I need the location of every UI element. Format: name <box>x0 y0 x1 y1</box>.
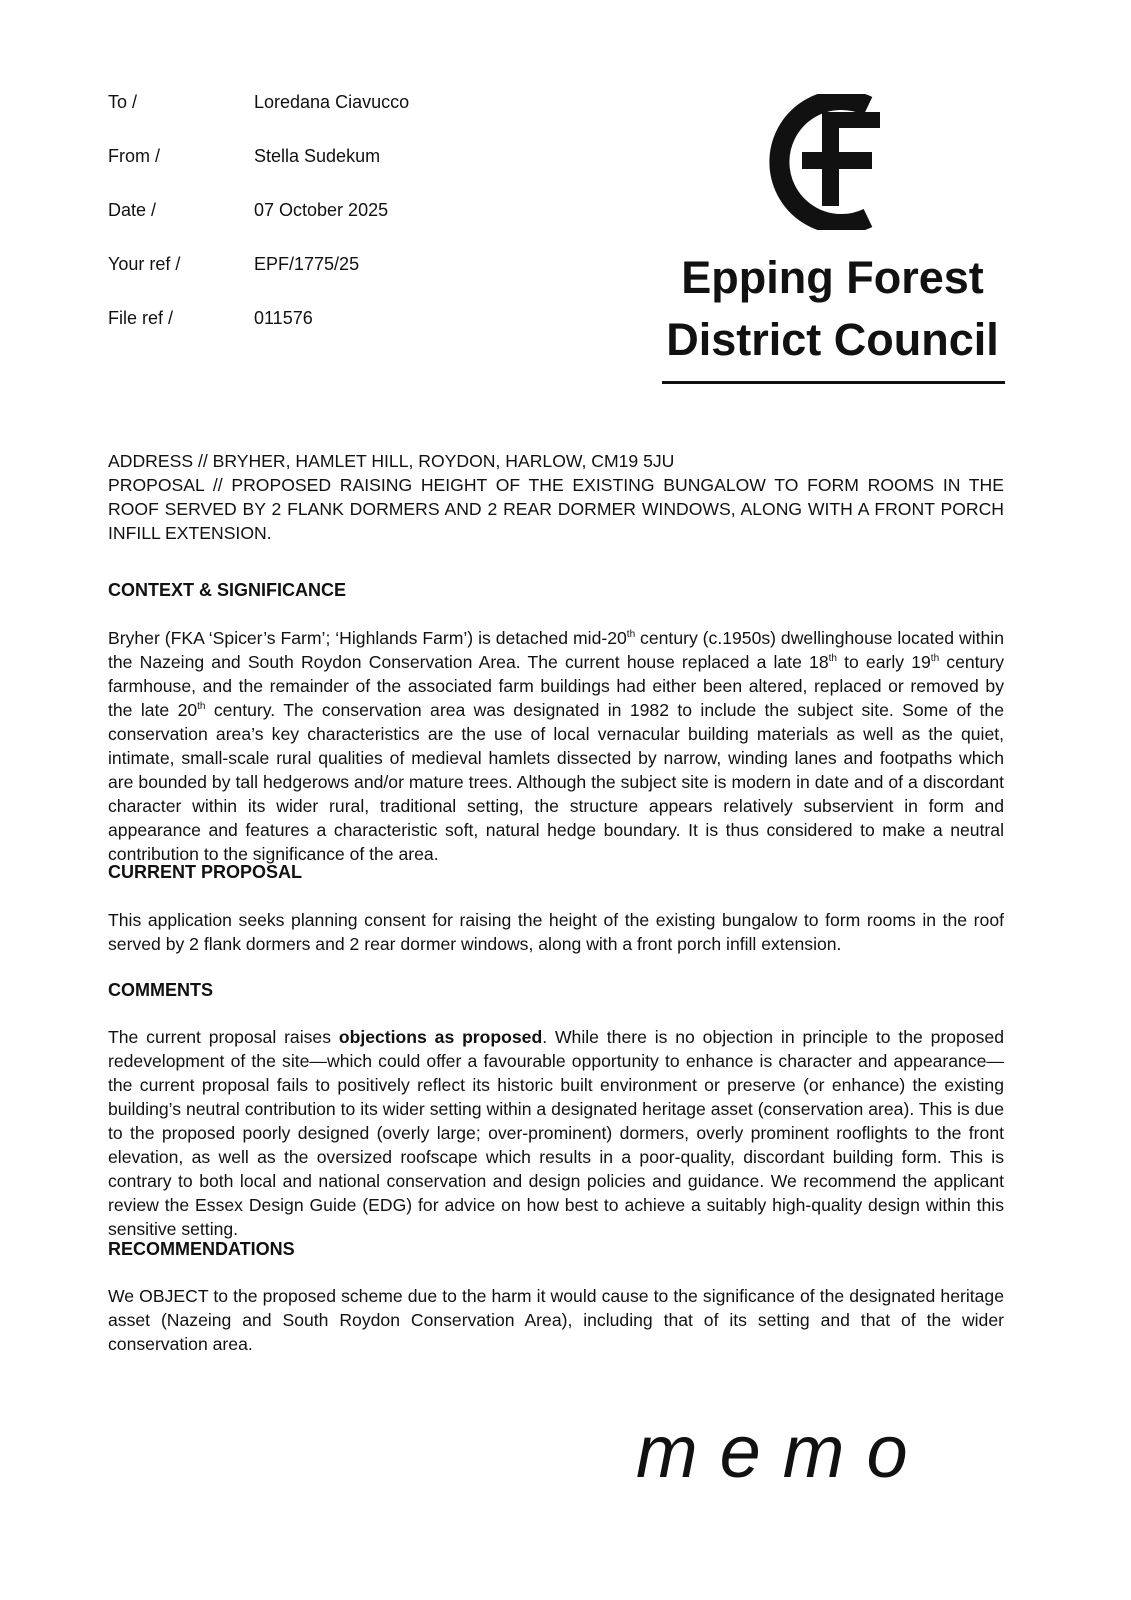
from-label: From / <box>108 146 160 166</box>
context-heading: CONTEXT & SIGNIFICANCE <box>108 580 347 600</box>
context-sup-2: th <box>828 653 837 665</box>
comments-heading: COMMENTS <box>108 980 213 1000</box>
context-sup-1: th <box>626 629 636 641</box>
context-sup-3: th <box>930 653 940 665</box>
memo-header-fields <box>108 92 409 362</box>
comments-text-bold: objections as proposed <box>338 1027 543 1047</box>
comments-paragraph <box>108 1025 1004 1241</box>
comments-text-post: . While there is no objection in principle to the proposed redevelopment of the site—which could offer a favourable opportunity to enhance is character and appearance—the current proposal fails to positively reflect its historic built environment or preserve (or enhance) the existing building’s neutral contribution to its wider setting within a designated heritage asset (conservation area). This is due to the proposed poorly designed (overly large; over-prominent) dormers, overly prominent rooflights to the front elevation, as well as the oversized roofscape which results in a poor-quality, discordant building form. This is contrary to both local and national conservation and design policies and guidance. We recommend the applicant review the Essex Design Guide (EDG) for advice on how best to achieve a suitably high-quality design within this sensitive setting. <box>108 1027 1004 1239</box>
proposal-line: PROPOSAL // PROPOSED RAISING HEIGHT OF THE EXISTING BUNGALOW TO FORM ROOMS IN THE ROOF SERVED BY 2 FLANK DORMERS AND 2 REAR DORMER WINDOWS, ALONG WITH A FRONT PORCH INFILL EXTENSION. <box>108 475 1004 543</box>
recommendations-paragraph: We OBJECT to the proposed scheme due to the harm it would cause to the significance of the designated heritage asset (Nazeing and South Roydon Conservation Area), including that of its setting and that of the wider conservation area. <box>108 1286 1004 1354</box>
context-text-4: century farmhouse, and the remainder of the associated farm buildings had either been altered, replaced or removed by the late 20 <box>108 652 1004 720</box>
to-value: Loredana Ciavucco <box>254 92 410 112</box>
council-logo-icon <box>764 94 880 230</box>
your-ref-label: Your ref / <box>108 254 181 274</box>
council-divider <box>662 381 1005 384</box>
council-name-line2: District Council <box>666 314 999 365</box>
date-row <box>108 200 409 254</box>
context-paragraph <box>108 626 1004 866</box>
context-sup-4: th <box>197 701 206 713</box>
context-text-5: century. The conservation area was designated in 1982 to include the subject site. Some of the conservation area’s key characteristics are the use of local vernacular building materials as well as the quiet, intimate, small-scale rural qualities of medieval hamlets dissected by narrow, winding lanes and footpaths which are bounded by tall hedgerows and/or mature trees. Although the subject site is modern in date and of a discordant character within its wider rural, traditional setting, the structure appears relatively subservient in form and appearance and features a characteristic soft, natural hedge boundary. It is thus considered to make a neutral contribution to the significance of the area. <box>108 700 1004 864</box>
current-proposal-heading: CURRENT PROPOSAL <box>108 862 303 882</box>
current-proposal-paragraph: This application seeks planning consent for raising the height of the existing bungalow to form rooms in the roof served by 2 flank dormers and 2 rear dormer windows, along with a front porch infill extension. <box>108 910 1004 954</box>
date-value: 07 October 2025 <box>254 200 389 220</box>
from-row <box>108 146 409 200</box>
context-text-1: Bryher (FKA ‘Spicer’s Farm’; ‘Highlands Farm’) is detached mid-20 <box>108 628 627 648</box>
council-name <box>660 247 1005 371</box>
council-name-line1: Epping Forest <box>681 252 984 303</box>
address-line: ADDRESS // BRYHER, HAMLET HILL, ROYDON, HARLOW, CM19 5JU <box>108 451 675 471</box>
your-ref-row <box>108 254 409 308</box>
to-row <box>108 92 409 146</box>
file-ref-row <box>108 308 409 362</box>
comments-text-pre: The current proposal raises <box>108 1027 339 1047</box>
to-label: To / <box>108 92 138 112</box>
memo-wordmark: memo <box>636 1410 930 1493</box>
context-text-3: to early 19 <box>836 652 931 672</box>
your-ref-value: EPF/1775/25 <box>254 254 360 274</box>
date-label: Date / <box>108 200 157 220</box>
from-value: Stella Sudekum <box>254 146 381 166</box>
file-ref-label: File ref / <box>108 308 174 328</box>
file-ref-value: 011576 <box>254 308 313 328</box>
context-text-2: century (c.1950s) dwellinghouse located within the Nazeing and South Roydon Conservation Area. The current house replaced a late 18 <box>108 628 1004 672</box>
recommendations-heading: RECOMMENDATIONS <box>108 1239 295 1259</box>
address-block <box>108 449 1004 545</box>
